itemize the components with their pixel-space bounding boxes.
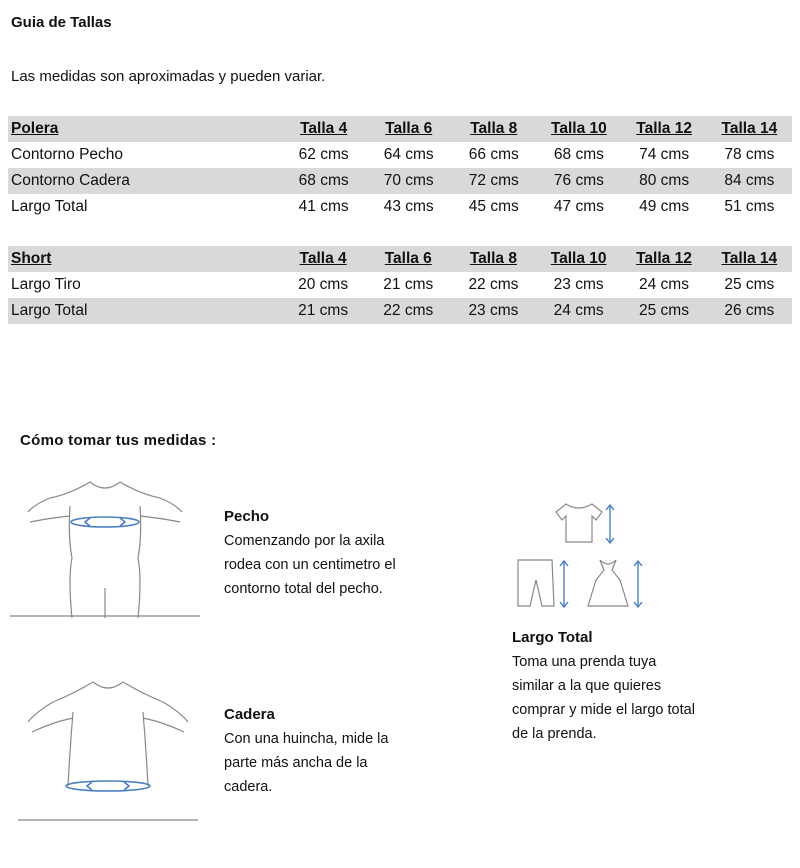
cadera-line: Con una huincha, mide la (224, 731, 389, 747)
table-cell: 24 cms (536, 298, 621, 324)
header-cell: Talla 6 (366, 116, 451, 142)
row-label: Contorno Cadera (8, 168, 281, 194)
header-cell: Talla 6 (366, 246, 451, 272)
table-cell: 51 cms (724, 198, 775, 215)
header-cell: Talla 14 (707, 246, 792, 272)
row-label: Largo Total (8, 298, 281, 324)
table-cell: 74 cms (639, 146, 690, 163)
table-cell: 66 cms (468, 146, 519, 163)
table-row (8, 142, 792, 168)
table-cell: 41 cms (298, 198, 349, 215)
pants-length-icon (512, 556, 578, 617)
table-cell: 64 cms (383, 146, 434, 163)
header-cell: Talla 12 (621, 246, 706, 272)
howto-title: Cómo tomar tus medidas : (20, 432, 217, 449)
largo-line: de la prenda. (512, 726, 597, 742)
table-row (8, 272, 792, 298)
table-cell: 45 cms (468, 198, 519, 215)
pecho-line: contorno total del pecho. (224, 581, 383, 597)
header-cell: Talla 10 (536, 116, 621, 142)
table-cell: 78 cms (724, 146, 775, 163)
header-cell: Talla 10 (536, 246, 621, 272)
short-size-table (8, 246, 792, 324)
table-cell: 25 cms (621, 298, 706, 324)
dress-length-icon (582, 556, 648, 617)
largo-line: Toma una prenda tuya (512, 654, 657, 670)
header-cell: Short (8, 246, 281, 272)
table-cell: 22 cms (366, 298, 451, 324)
table-cell: 70 cms (366, 168, 451, 194)
pecho-line: Comenzando por la axila (224, 533, 385, 549)
table-cell: 23 cms (451, 298, 536, 324)
size-note: Las medidas son aproximadas y pueden variar. (11, 68, 326, 85)
table-cell: 43 cms (383, 198, 434, 215)
table-row (8, 298, 792, 324)
cadera-line: cadera. (224, 779, 273, 795)
header-cell: Talla 4 (281, 246, 366, 272)
pecho-heading: Pecho (224, 508, 270, 525)
torso-chest-measure-icon (10, 478, 200, 625)
header-cell: Polera (8, 116, 281, 142)
pecho-line: rodea con un centimetro el (224, 557, 396, 573)
table-cell: 49 cms (639, 198, 690, 215)
table-cell: 21 cms (383, 276, 434, 293)
table-row (8, 194, 792, 220)
table-cell: 72 cms (451, 168, 536, 194)
cadera-description (224, 703, 388, 799)
header-cell: Talla 8 (451, 246, 536, 272)
header-cell: Talla 14 (707, 116, 792, 142)
torso-hip-measure-icon (18, 678, 198, 829)
pecho-description (224, 505, 396, 601)
polera-size-table (8, 116, 792, 220)
table-header-row (8, 116, 792, 142)
cadera-line: parte más ancha de la (224, 755, 368, 771)
table-cell: 20 cms (298, 276, 349, 293)
table-cell: 62 cms (298, 146, 349, 163)
table-header-row (8, 246, 792, 272)
table-cell: 68 cms (281, 168, 366, 194)
table-cell: 47 cms (553, 198, 604, 215)
row-label: Contorno Pecho (11, 146, 124, 163)
header-cell: Talla 8 (451, 116, 536, 142)
table-cell: 24 cms (638, 276, 689, 293)
table-cell: 68 cms (553, 146, 604, 163)
table-cell: 23 cms (553, 276, 604, 293)
header-cell: Talla 12 (622, 116, 707, 142)
table-cell: 21 cms (281, 298, 366, 324)
row-label: Largo Tiro (11, 276, 81, 293)
page-title: Guia de Tallas (11, 14, 112, 31)
header-cell: Talla 4 (281, 116, 366, 142)
cadera-heading: Cadera (224, 706, 275, 723)
table-cell: 76 cms (536, 168, 621, 194)
table-cell: 84 cms (707, 168, 792, 194)
table-cell: 22 cms (468, 276, 519, 293)
tshirt-length-icon (552, 500, 622, 553)
table-cell: 80 cms (622, 168, 707, 194)
table-cell: 25 cms (724, 276, 775, 293)
largo-description (512, 626, 695, 746)
table-cell: 26 cms (707, 298, 792, 324)
table-row (8, 168, 792, 194)
largo-line: comprar y mide el largo total (512, 702, 695, 718)
largo-line: similar a la que quieres (512, 678, 662, 694)
row-label: Largo Total (11, 198, 88, 215)
largo-heading: Largo Total (512, 629, 593, 646)
